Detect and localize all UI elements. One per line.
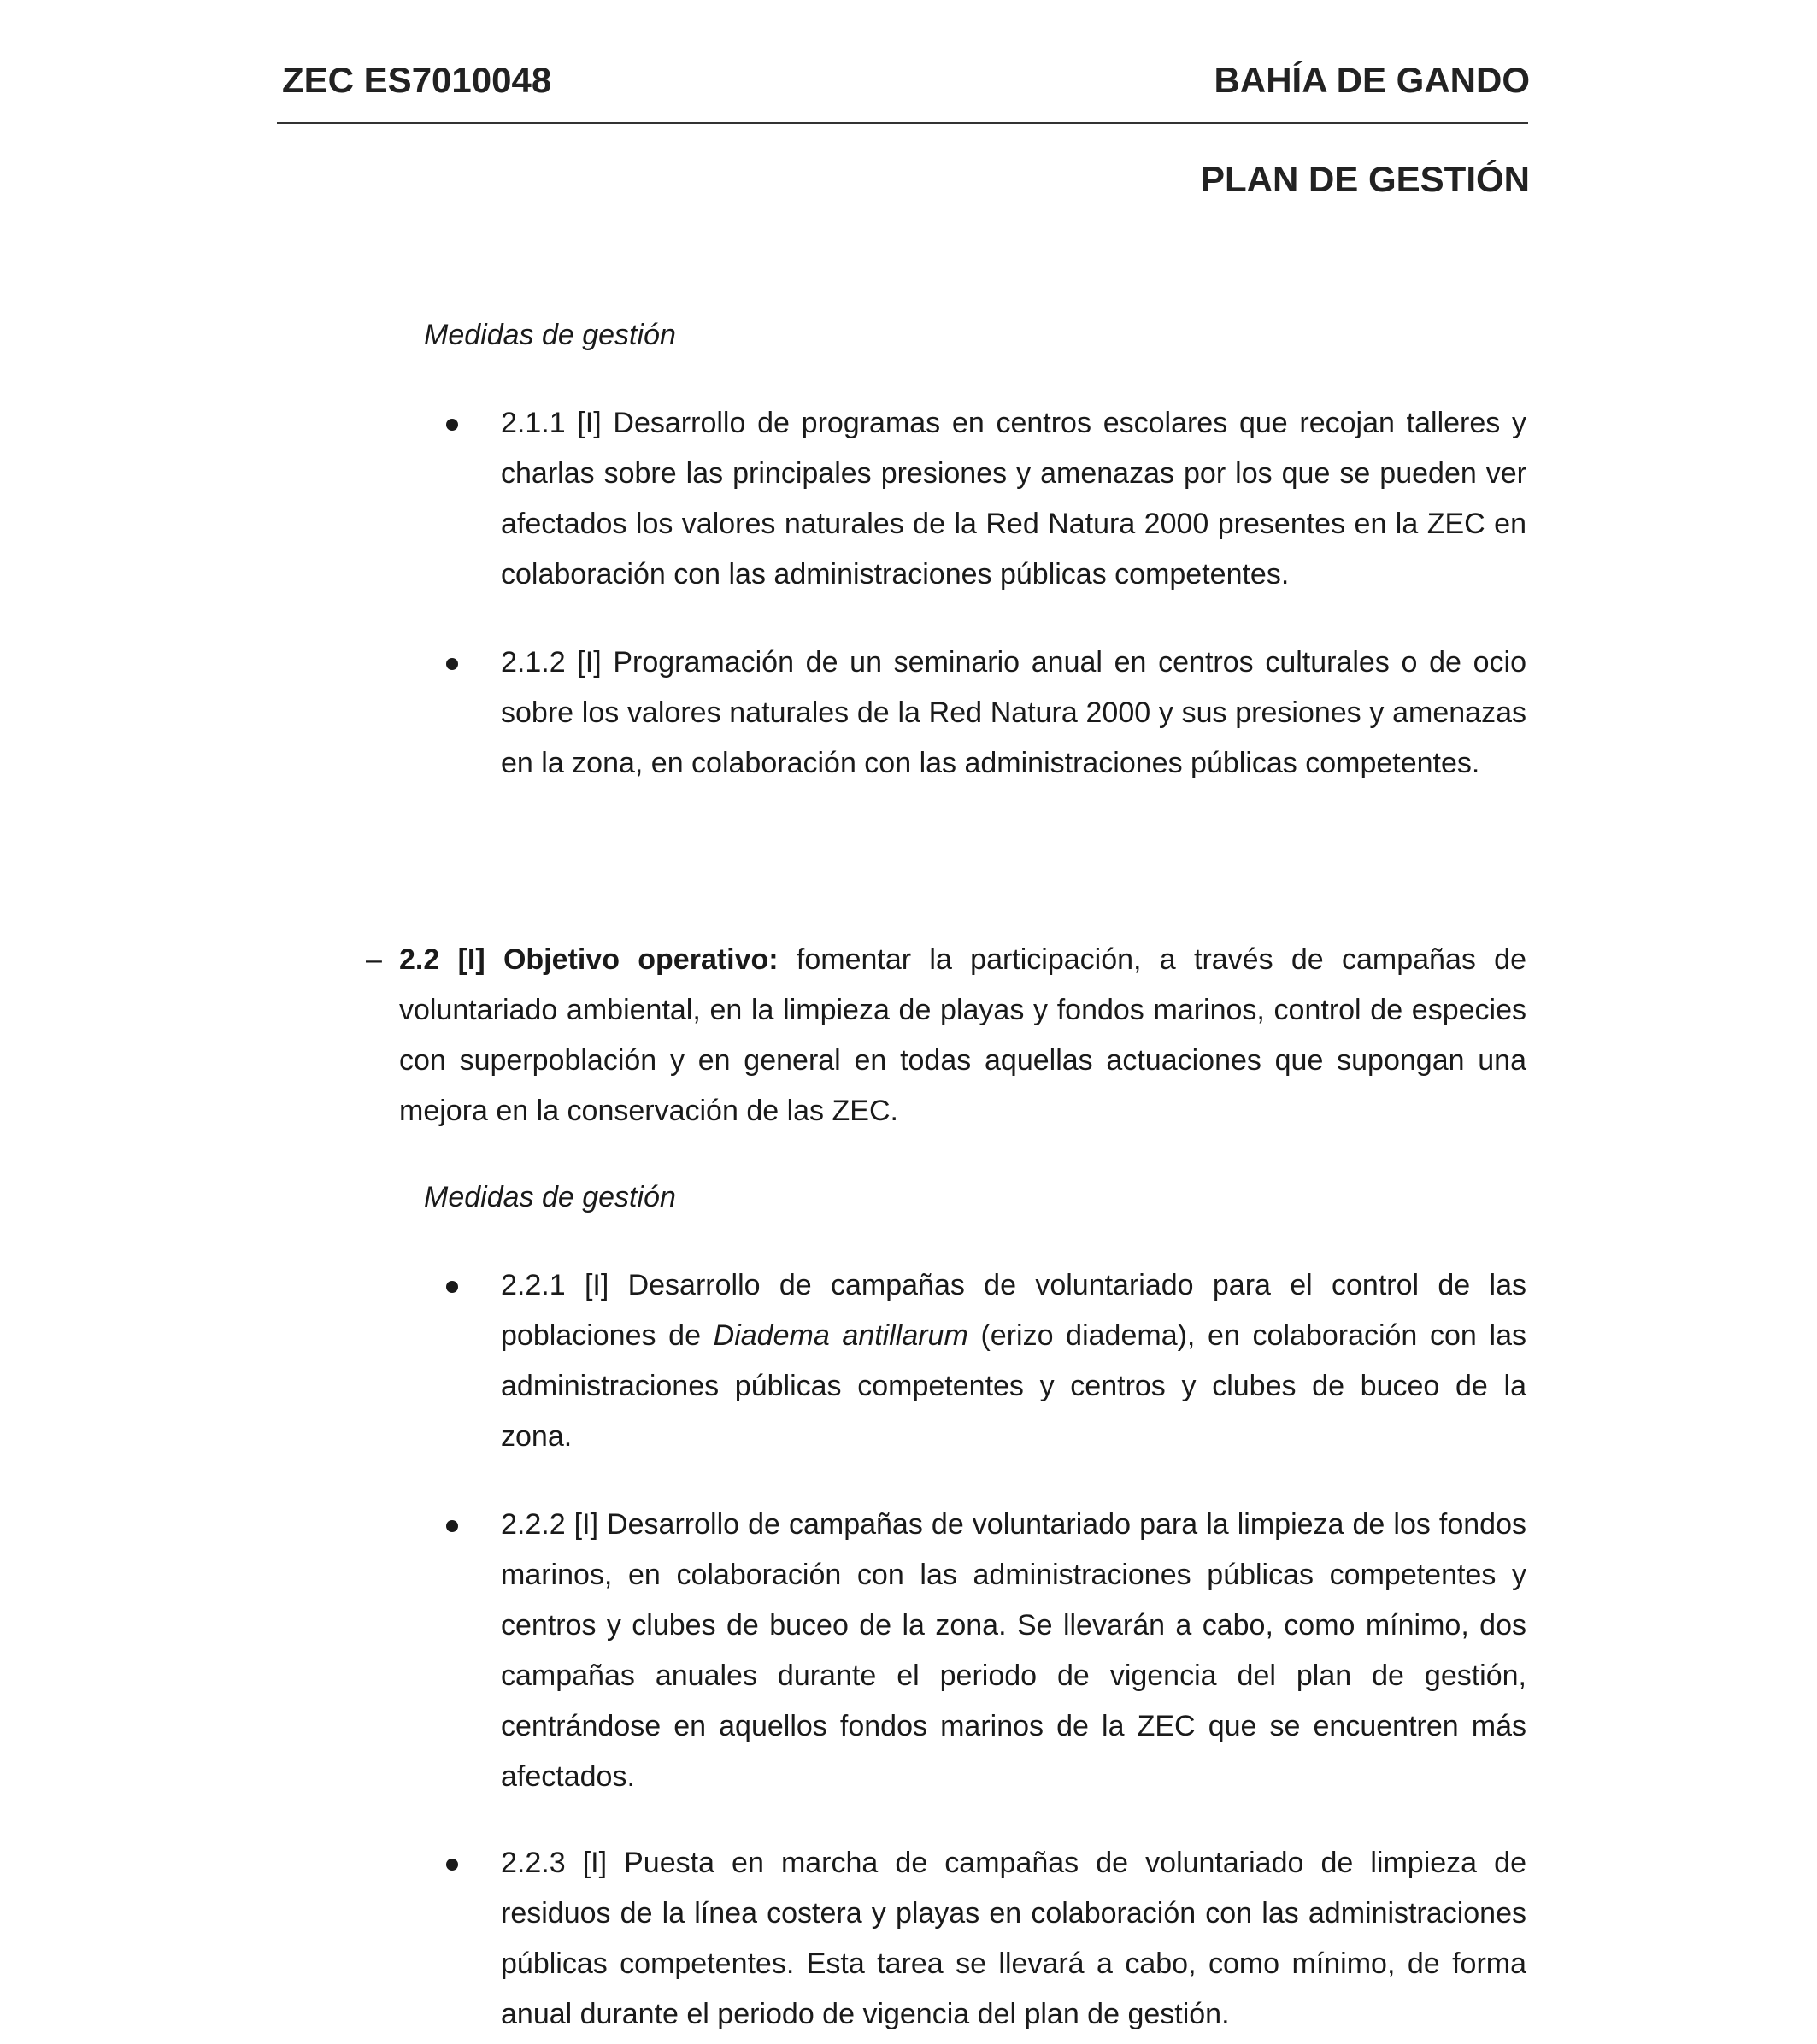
objective-text: fomentar la participación, a través de campañas de voluntariado ambiental, en la limpieza de playas y fondos marinos, control de especies con superpoblación y en general en todas aquellas actuaciones que supongan una mejora en la conservación de las ZEC. xyxy=(399,943,1526,1127)
header-site-code: ZEC ES7010048 xyxy=(282,60,552,100)
bullet-icon xyxy=(446,1281,458,1293)
measure-2-1-2: 2.1.2 [I] Programación de un seminario anual en centros culturales o de ocio sobre los valores naturales de la Red Natura 2000 y sus presiones y amenazas en la zona, en colaboración con las administraciones públicas competentes. xyxy=(501,646,1526,779)
measure-2-2-1-text-start: 2.2.1 [I] Desarrollo de campañas de voluntariado para el control de las poblaciones de xyxy=(501,1269,1526,1352)
measure-2-2-1 xyxy=(501,1260,1526,1462)
measures-heading-2-2: Medidas de gestión xyxy=(424,1181,676,1213)
measure-2-2-1-text-end: (erizo diadema), en colaboración con las administraciones públicas competentes y centros y clubes de buceo de la zona. xyxy=(501,1319,1526,1453)
objective-dash: – xyxy=(366,943,382,976)
bullet-icon xyxy=(446,419,458,431)
measure-2-2-2: 2.2.2 [I] Desarrollo de campañas de voluntariado para la limpieza de los fondos marinos, en colaboración con las administraciones públicas competentes y centros y clubes de buceo de la zona. Se llevarán a cabo, como mínimo, dos campañas anuales durante el periodo de vigencia del plan de gestión, centrándose en aquellos fondos marinos de la ZEC que se encuentren más afectados. xyxy=(501,1508,1526,1793)
bullet-icon xyxy=(446,1859,458,1871)
objective-label: 2.2 [I] Objetivo operativo: xyxy=(399,943,779,976)
bullet-icon xyxy=(446,658,458,670)
measure-2-2-3: 2.2.3 [I] Puesta en marcha de campañas de voluntariado de limpieza de residuos de la línea costera y playas en colaboración con las administraciones públicas competentes. Esta tarea se llevará a cabo, como mínimo, de forma anual durante el periodo de vigencia del plan de gestión. xyxy=(501,1847,1526,2030)
document-subtitle: PLAN DE GESTIÓN xyxy=(1200,159,1530,199)
species-name: Diadema antillarum xyxy=(713,1319,968,1352)
header-site-name: BAHÍA DE GANDO xyxy=(1214,60,1530,100)
header-divider xyxy=(277,122,1528,124)
bullet-icon xyxy=(446,1520,458,1532)
measure-2-1-1: 2.1.1 [I] Desarrollo de programas en centros escolares que recojan talleres y charlas sobre las principales presiones y amenazas por los que se pueden ver afectados los valores naturales de la Red Natura 2000 presentes en la ZEC en colaboración con las administraciones públicas competentes. xyxy=(501,407,1526,590)
measures-heading-2-1: Medidas de gestión xyxy=(424,319,676,351)
objective-2-2 xyxy=(399,935,1526,1137)
